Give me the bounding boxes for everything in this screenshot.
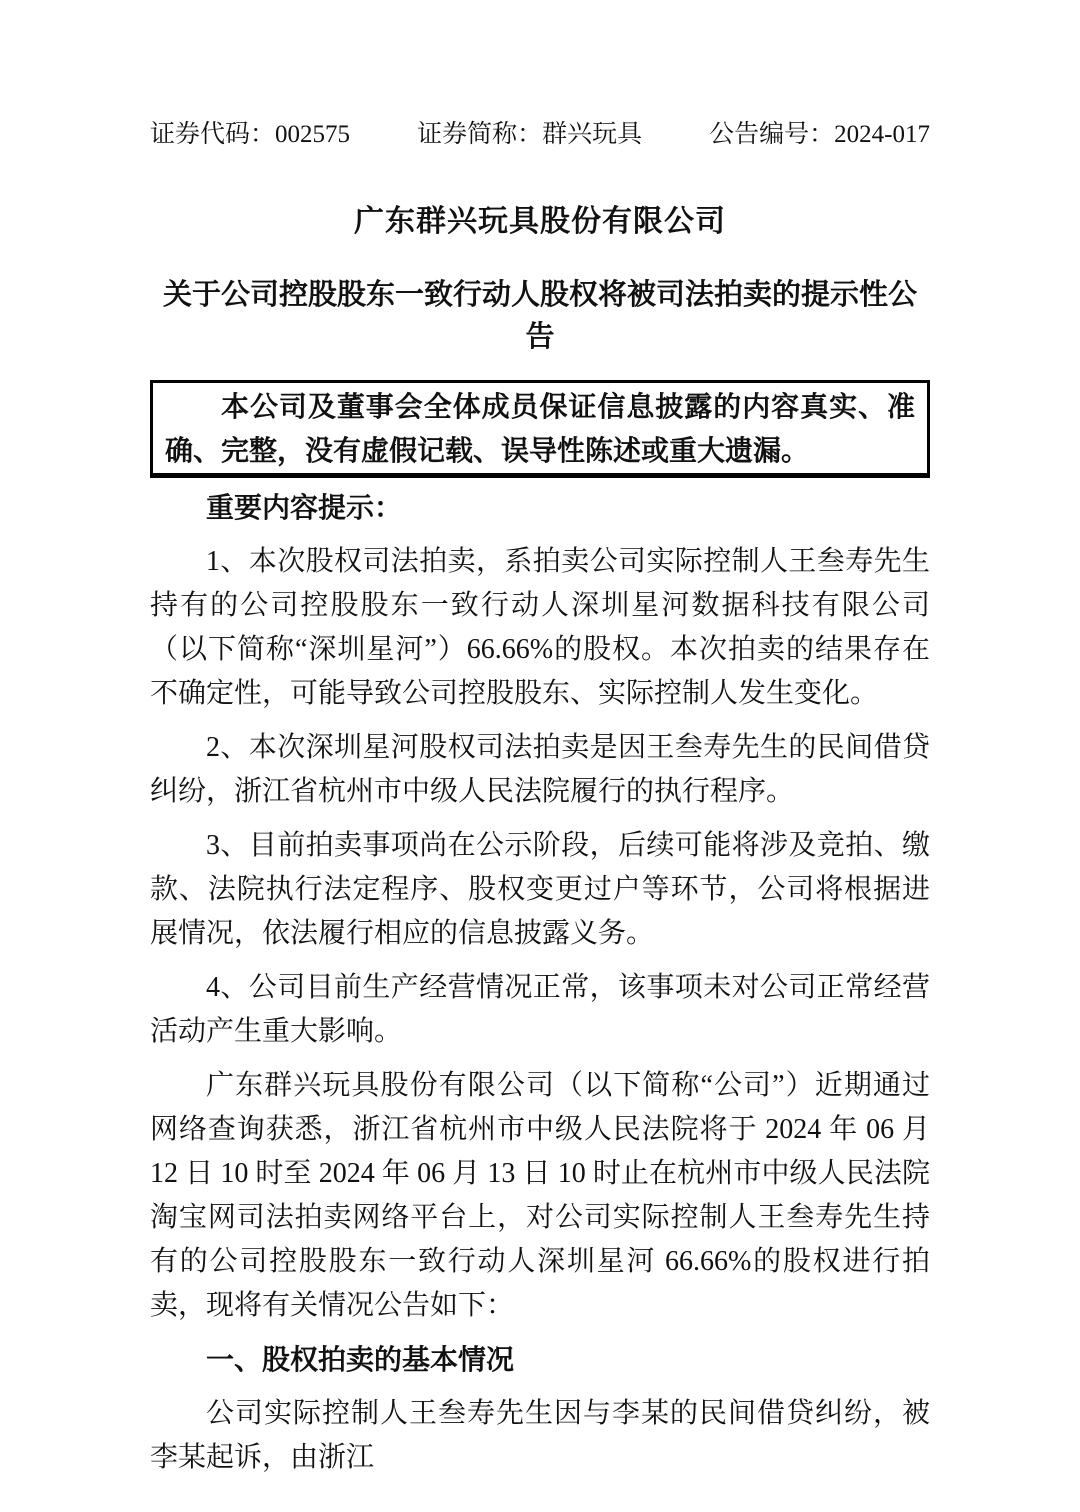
stock-short-name: 证券简称：群兴玩具	[417, 121, 643, 148]
section-1-paragraph: 公司实际控制人王叁寿先生因与李某的民间借贷纠纷，被李某起诉，由浙江	[150, 1398, 930, 1473]
important-notice-heading: 重要内容提示：	[206, 492, 403, 523]
disclaimer-box	[150, 380, 930, 478]
disclaimer-text: 本公司及董事会全体成员保证信息披露的内容真实、准确、完整，没有虚假记载、误导性陈述或重大遗漏。	[165, 391, 915, 466]
document-header-row	[150, 120, 930, 150]
announcement-number: 公告编号：2024-017	[709, 121, 930, 148]
main-body-paragraph: 广东群兴玩具股份有限公司（以下简称“公司”）近期通过网络查询获悉，浙江省杭州市中级人民法院将于 2024 年 06 月 12 日 10 时至 2024 年 06 月 13 日 10 时止在杭州市中级人民法院淘宝网司法拍卖网络平台上，对公司实际控制人王叁寿先生持有的公司控股股东一致行动人深圳星河 66.66%的股权进行拍卖，现将有关情况公告如下：	[150, 1070, 930, 1321]
stock-code: 证券代码：002575	[150, 121, 351, 148]
announcement-title: 关于公司控股股东一致行动人股权将被司法拍卖的提示性公告	[162, 279, 917, 353]
notice-item-4: 4、公司目前生产经营情况正常，该事项未对公司正常经营活动产生重大影响。	[150, 972, 930, 1047]
notice-item-3: 3、目前拍卖事项尚在公示阶段，后续可能将涉及竞拍、缴款、法院执行法定程序、股权变更过户等环节，公司将根据进展情况，依法履行相应的信息披露义务。	[150, 830, 930, 949]
notice-item-2: 2、本次深圳星河股权司法拍卖是因王叁寿先生的民间借贷纠纷，浙江省杭州市中级人民法院履行的执行程序。	[150, 732, 930, 807]
notice-item-1: 1、本次股权司法拍卖，系拍卖公司实际控制人王叁寿先生持有的公司控股股东一致行动人深圳星河数据科技有限公司（以下简称“深圳星河”）66.66%的股权。本次拍卖的结果存在不确定性，可能导致公司控股股东、实际控制人发生变化。	[150, 546, 930, 709]
section-1-heading: 一、股权拍卖的基本情况	[206, 1344, 515, 1375]
company-title: 广东群兴玩具股份有限公司	[354, 205, 726, 238]
